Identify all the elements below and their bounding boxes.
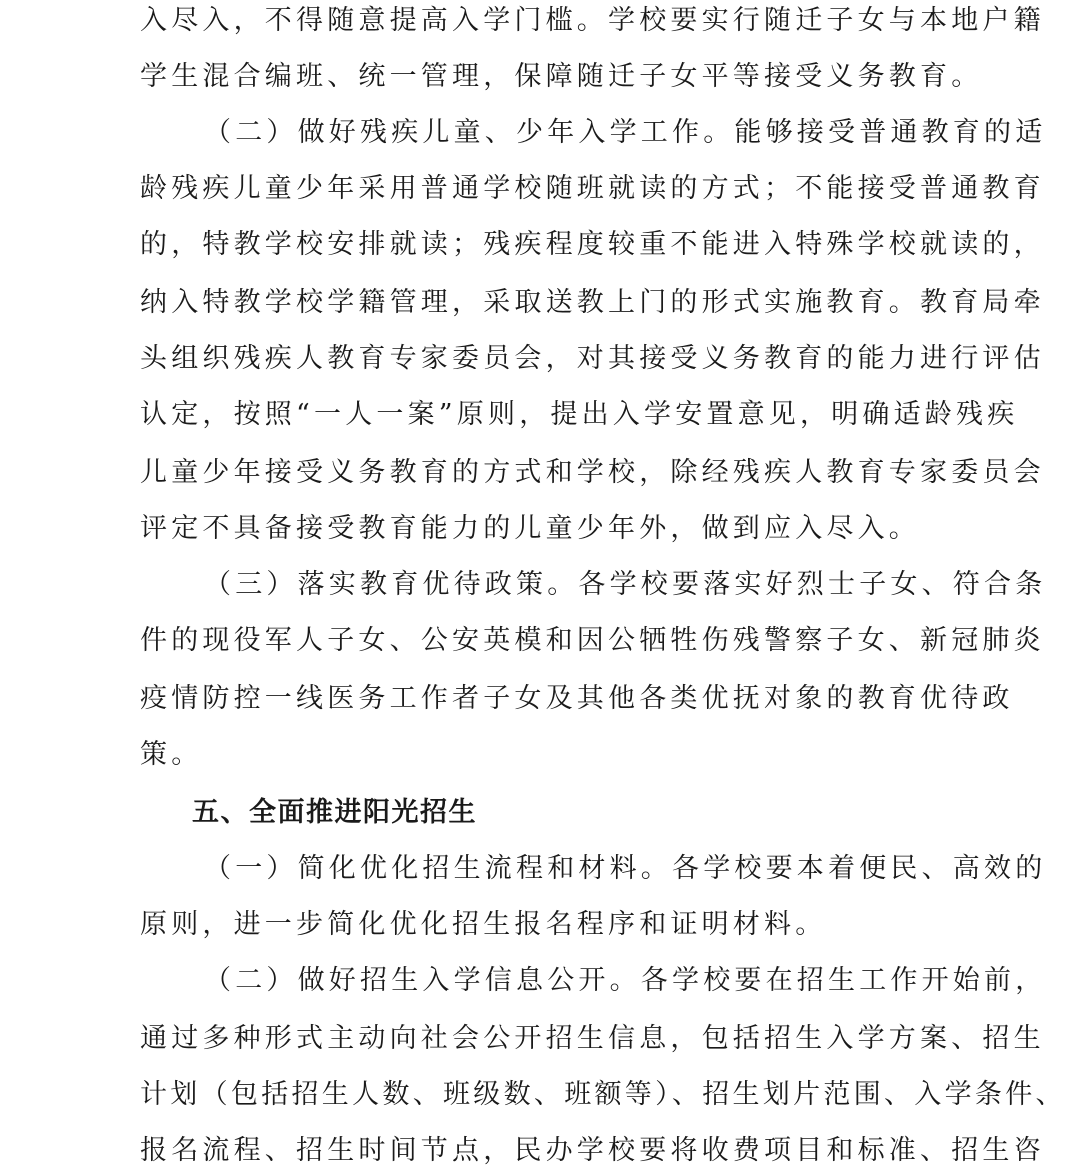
section-heading: 五、全面推进阳光招生 [192,797,477,828]
text-line-14: 策。 [140,739,203,770]
text-line-21: 报名流程、招生时间节点，民办学校要将收费项目和标准、招生咨 [140,1135,1045,1166]
text-line-3: （二）做好残疾儿童、少年入学工作。能够接受普通教育的适 [204,117,1047,148]
text-line-12: 件的现役军人子女、公安英模和因公牺牲伤残警察子女、新冠肺炎 [140,625,1045,656]
text-line-8: 认定，按照“一人一案”原则，提出入学安置意见，明确适龄残疾 [140,399,1019,430]
text-line-10: 评定不具备接受教育能力的儿童少年外，做到应入尽入。 [140,513,920,544]
text-line-6: 纳入特教学校学籍管理，采取送教上门的形式实施教育。教育局牵 [140,287,1045,318]
text-line-20: 计划（包括招生人数、班级数、班额等）、招生划片范围、入学条件、 [140,1079,1066,1110]
text-line-13: 疫情防控一线医务工作者子女及其他各类优抚对象的教育优待政 [140,683,1014,714]
text-line-9: 儿童少年接受义务教育的方式和学校，除经残疾人教育专家委员会 [140,457,1045,488]
text-line-4: 龄残疾儿童少年采用普通学校随班就读的方式；不能接受普通教育 [140,173,1045,204]
text-line-11: （三）落实教育优待政策。各学校要落实好烈士子女、符合条 [204,569,1047,600]
text-line-2: 学生混合编班、统一管理，保障随迁子女平等接受义务教育。 [140,61,983,92]
text-line-17: 原则，进一步简化优化招生报名程序和证明材料。 [140,909,827,940]
text-line-1: 入尽入，不得随意提高入学门槛。学校要实行随迁子女与本地户籍 [140,5,1045,36]
text-line-7: 头组织残疾人教育专家委员会，对其接受义务教育的能力进行评估 [140,343,1045,374]
text-line-16: （一）简化优化招生流程和材料。各学校要本着便民、高效的 [204,853,1047,884]
text-line-5: 的，特教学校安排就读；残疾程度较重不能进入特殊学校就读的， [140,229,1045,260]
text-line-19: 通过多种形式主动向社会公开招生信息，包括招生入学方案、招生 [140,1023,1045,1054]
text-line-18: （二）做好招生入学信息公开。各学校要在招生工作开始前， [204,965,1047,996]
